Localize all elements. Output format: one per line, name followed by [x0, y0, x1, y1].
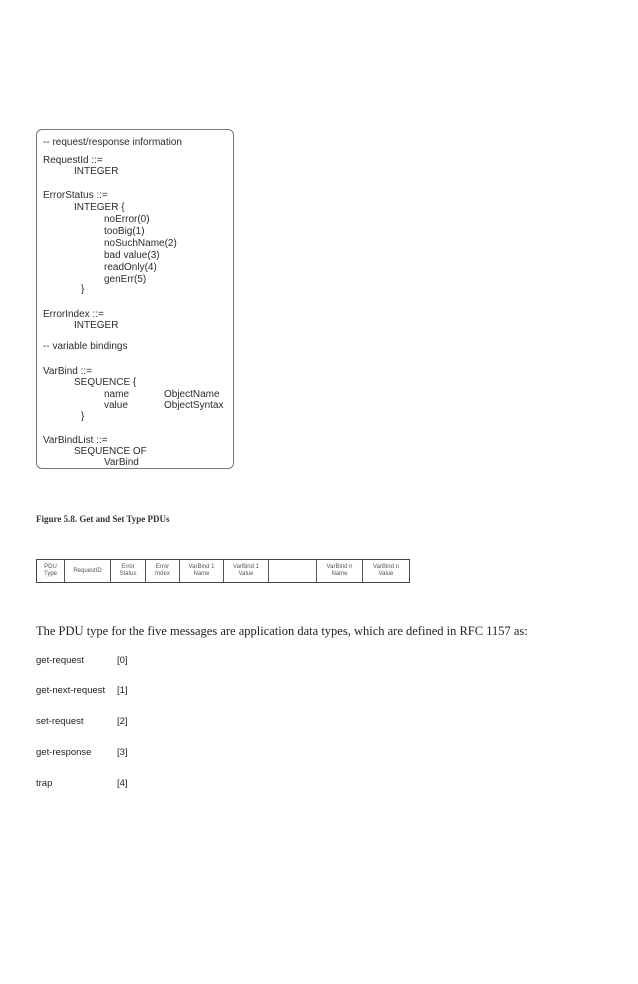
error-status-label: ErrorStatus ::= — [43, 190, 108, 201]
pdu-format-table — [36, 559, 410, 583]
error-value-readonly: readOnly(4) — [104, 262, 157, 273]
pdu-type-code: [1] — [117, 685, 128, 696]
error-status-close-brace: } — [81, 284, 85, 295]
pdu-type-name: get-request — [36, 655, 85, 666]
varbindlist-sequence-of: SEQUENCE OF — [74, 446, 147, 457]
error-value-badvalue: bad value(3) — [104, 250, 160, 261]
error-value-toobig: tooBig(1) — [104, 226, 145, 237]
comment-variable-bindings: -- variable bindings — [43, 341, 128, 352]
pdu-field-varbindn-value: VarBind n Value — [373, 564, 399, 577]
error-value-noerror: noError(0) — [104, 214, 150, 225]
pdu-type-name: set-request — [36, 716, 84, 727]
pdu-field-error-index: Error Index — [146, 560, 180, 582]
varbind-field-value-type: ObjectSyntax — [164, 400, 224, 411]
asn1-definition-box — [36, 129, 234, 469]
error-index-label: ErrorIndex ::= — [43, 309, 104, 320]
request-id-type: INTEGER — [74, 166, 119, 177]
request-id-label: RequestId ::= — [43, 155, 103, 166]
pdu-type-name: get-next-request — [36, 685, 106, 696]
pdu-type-code: [2] — [117, 716, 128, 727]
varbind-field-name: name — [104, 389, 130, 400]
pdu-field-varbind1-value: VarBind 1 Value — [224, 560, 269, 582]
figure-caption: Figure 5.8. Get and Set Type PDUs — [36, 514, 170, 524]
pdu-field-error-status: Error Status — [111, 560, 146, 582]
pdu-field-varbindn-name: VarBind n Name — [317, 560, 363, 582]
comment-request-response: -- request/response information — [43, 137, 182, 148]
pdu-type-name: get-response — [36, 747, 92, 758]
varbind-close-brace: } — [81, 411, 85, 422]
varbind-sequence: SEQUENCE { — [74, 377, 137, 388]
varbind-field-value: value — [104, 400, 128, 411]
error-value-generr: genErr(5) — [104, 274, 147, 285]
error-value-nosuchname: noSuchName(2) — [104, 238, 177, 249]
pdu-type-name: trap — [36, 778, 53, 789]
pdu-type-description: The PDU type for the five messages are application data types, which are defined in RFC 1157 as: — [36, 624, 528, 638]
pdu-field-ellipsis-gap — [269, 560, 317, 582]
varbindlist-varbind: VarBind — [104, 457, 139, 468]
varbindlist-label: VarBindList ::= — [43, 435, 108, 446]
error-index-type: INTEGER — [74, 320, 119, 331]
varbind-field-name-type: ObjectName — [164, 389, 220, 400]
error-status-type: INTEGER { — [74, 202, 125, 213]
pdu-type-code: [0] — [117, 655, 128, 666]
pdu-field-request-id: RequestID — [65, 560, 111, 582]
pdu-field-varbind1-name: VarBind 1 Name — [180, 560, 224, 582]
pdu-type-code: [3] — [117, 747, 128, 758]
pdu-type-code: [4] — [117, 778, 128, 789]
pdu-field-pdu-type: PDU Type — [37, 560, 65, 582]
varbind-label: VarBind ::= — [43, 366, 93, 377]
